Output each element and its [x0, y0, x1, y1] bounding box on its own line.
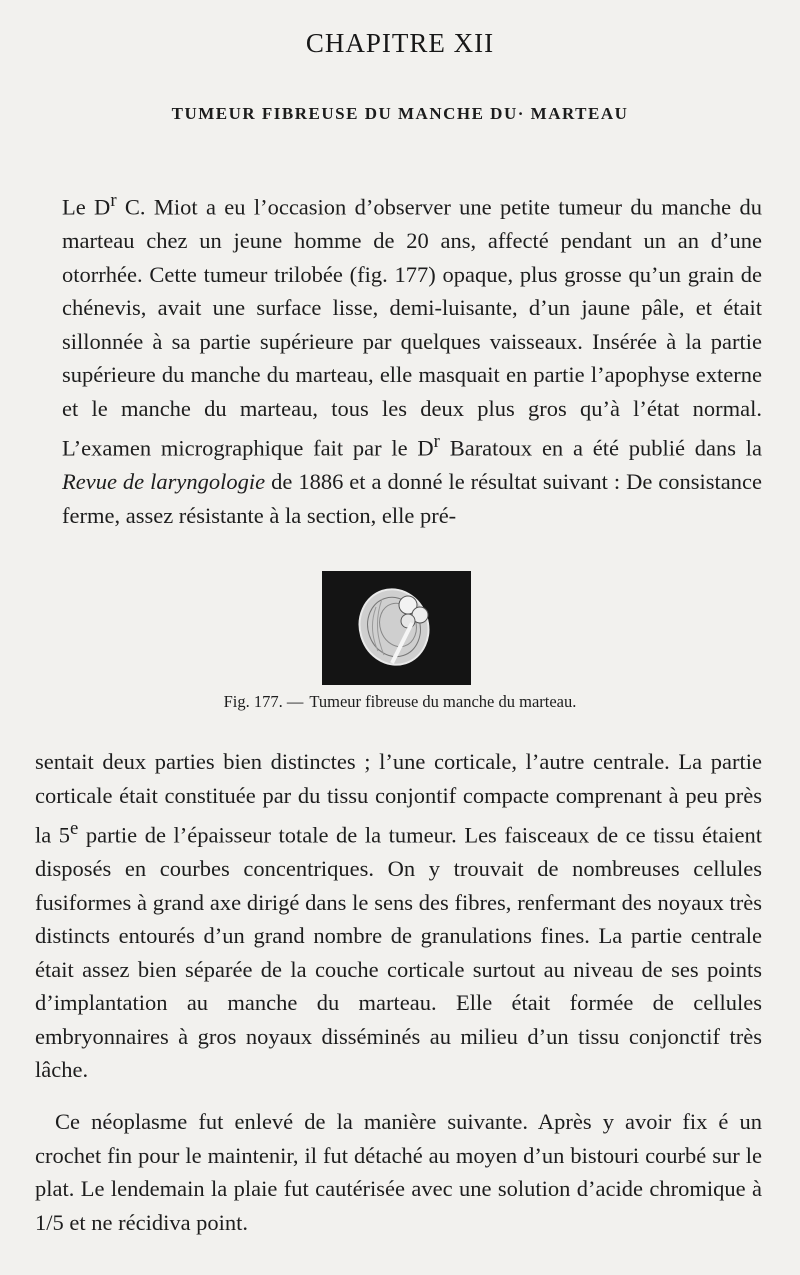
p1-text-d: de 1886 et a donné le résultat suivant : De consistance ferme, assez résistante à la section, elle pré- — [62, 469, 762, 528]
chapter-title: TUMEUR FIBREUSE DU MANCHE DU· MARTEAU — [171, 104, 629, 123]
tumor-illustration — [322, 571, 471, 685]
p1-text-a: Le D — [62, 194, 111, 220]
figure-caption-text: Tumeur fibreuse du manche du marteau. — [309, 692, 577, 711]
p2-text-b: partie de l’épaisseur totale de la tumeur. Les faisceaux de ce tissu étaient disposés en courbes concentriques. On y trouvait de nombreuses cellules fusiformes à grand axe dirigé dans le sens des fibres, renfermant des noyaux très distincts entourés d’un grand nombre de granulations fines. La partie centrale était assez bien séparée de la couche corticale surtout au niveau de ses points d’implantation au manche du marteau. Elle était formée de cellules embryonnaires à gros noyaux disséminés au milieu d’un tissu conjonctif très lâche. — [35, 822, 762, 1082]
journal-title: Revue de laryngologie — [62, 469, 266, 494]
p1-sup-b: r — [433, 431, 440, 452]
paragraph-3: Ce néoplasme fut enlevé de la manière suivante. Après y avoir fix é un crochet fin pour le maintenir, il fut détaché au moyen d’un bistouri courbé sur le plat. Le lendemain la plaie fut cautérisée avec une solution d’acide chromique à 1/5 et ne récidiva point. — [35, 1109, 762, 1235]
figure-caption — [0, 692, 800, 712]
p2-text-a: sentait deux parties bien distinctes ; l’une corticale, l’autre centrale. La partie corticale était constituée par du tissu conjontif compacte comprenant à peu près la 5 — [35, 749, 762, 848]
paragraph-1 — [62, 184, 762, 532]
p1-text-c: Baratoux en a été publié dans la — [439, 435, 762, 461]
figure-label: Fig. 177. — — [223, 692, 304, 711]
figure-177-image — [322, 571, 471, 685]
chapter-heading: CHAPITRE XII — [305, 28, 495, 58]
paragraph-2 — [35, 745, 762, 1087]
p1-sup-a: r — [110, 190, 117, 211]
p1-text-b: C. Miot a eu l’occasion d’observer une petite tumeur du manche du marteau chez un jeune homme de 20 ans, affecté pendant un an d’une otorrhée. Cette tumeur trilobée (fig. 177) opaque, plus grosse qu’un grain de chénevis, avait une surface lisse, demi-luisante, d’un jaune pâle, et était sillonnée à sa partie supérieure par quelques vaisseaux. Insérée à la partie supérieure du manche du marteau, elle masquait en partie l’apophyse externe et le manche du marteau, tous les deux plus gros qu’à l’état normal. L’examen micrographique fait par le D — [62, 194, 762, 461]
p2-sup-a: e — [70, 818, 79, 839]
